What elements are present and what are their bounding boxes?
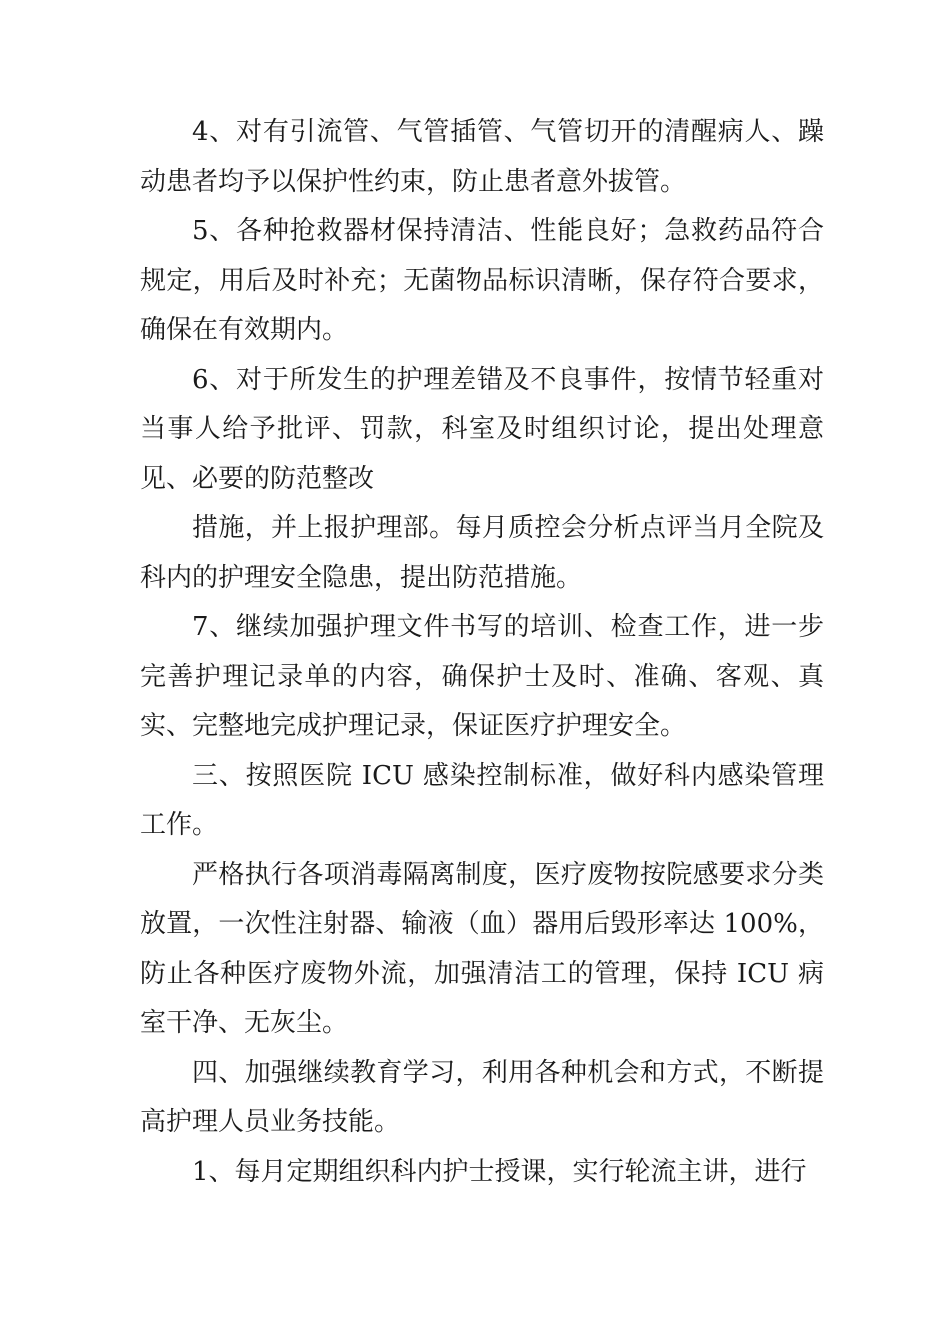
document-body: [140, 108, 824, 1197]
section-heading-education: 四、加强继续教育学习，利用各种机会和方式，不断提高护理人员业务技能。: [140, 1057, 824, 1137]
paragraph-disinfection: 严格执行各项消毒隔离制度，医疗废物按院感要求分类放置，一次性注射器、输液（血）器用后毁形率达 100%，防止各种医疗废物外流，加强清洁工的管理，保持 ICU 病室干净、无灰尘。: [140, 859, 824, 1038]
paragraph-measures: 措施，并上报护理部。每月质控会分析点评当月全院及科内的护理安全隐患，提出防范措施。: [140, 513, 824, 593]
paragraph-item-6-incidents: 6、对于所发生的护理差错及不良事件，按情节轻重对当事人给予批评、罚款，科室及时组织讨论，提出处理意见、必要的防范整改: [140, 364, 824, 494]
paragraph-item-5-equipment: 5、各种抢救器材保持清洁、性能良好；急救药品符合规定，用后及时补充；无菌物品标识清晰，保存符合要求，确保在有效期内。: [140, 216, 824, 345]
paragraph-item-1-training: 1、每月定期组织科内护士授课，实行轮流主讲，进行: [192, 1156, 807, 1187]
paragraph-item-4-restraint: 4、对有引流管、气管插管、气管切开的清醒病人、躁动患者均予以保护性约束，防止患者意外拔管。: [140, 117, 824, 197]
section-heading-infection-control: 三、按照医院 ICU 感染控制标准，做好科内感染管理工作。: [140, 760, 824, 840]
paragraph-item-7-records: 7、继续加强护理文件书写的培训、检查工作，进一步完善护理记录单的内容，确保护士及时、准确、客观、真实、完整地完成护理记录，保证医疗护理安全。: [140, 612, 824, 741]
